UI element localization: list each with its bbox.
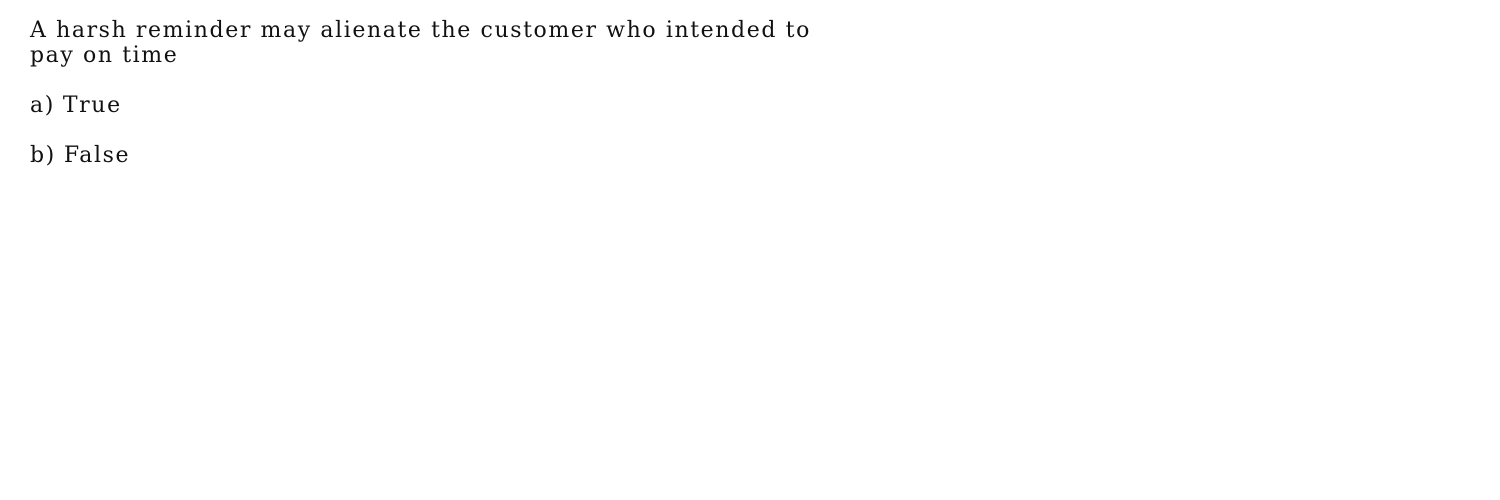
question-text — [30, 18, 930, 68]
quiz-container — [30, 18, 950, 193]
option-true[interactable] — [30, 93, 950, 118]
option-letter: b) — [30, 143, 56, 168]
option-letter: a) — [30, 93, 55, 118]
option-label: True — [62, 93, 122, 118]
answer-options — [30, 93, 950, 168]
option-label: False — [63, 143, 131, 168]
option-false[interactable] — [30, 143, 950, 168]
question-line-2: pay on time — [30, 43, 179, 68]
question-line-1: A harsh reminder may alienate the customer who intended to — [30, 18, 811, 43]
